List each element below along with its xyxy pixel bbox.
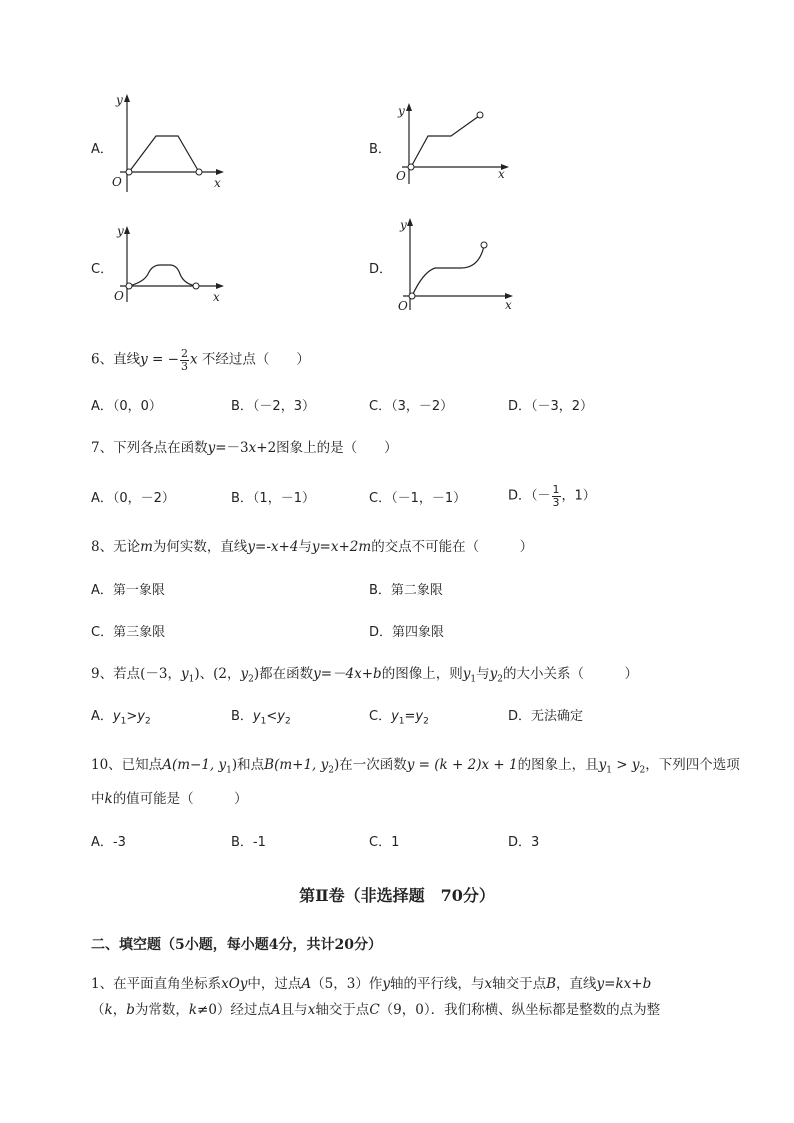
q9-optc-y1: y: [391, 709, 399, 724]
q9-y2: y: [240, 666, 249, 682]
q8-t1: 8、无论: [91, 539, 141, 555]
q10-pa: A: [162, 757, 172, 773]
q6-suffix: 不经过点（ ）: [197, 351, 310, 368]
q10-option-a: A．-3: [91, 835, 126, 850]
q10-ineq-s1: 1: [606, 765, 612, 776]
fill1-a2: A: [270, 1002, 281, 1018]
option-c-label: C．: [91, 262, 114, 277]
q8-option-b: B．第二象限: [369, 583, 443, 598]
fill1-k2: k: [188, 1002, 198, 1018]
graph-a-y-label: y: [116, 93, 123, 107]
q10-stem-line1: [91, 759, 740, 776]
q8-line2: y=x+2m: [311, 539, 372, 555]
fill1-b-point: B: [546, 976, 557, 992]
q10-coordb: (m+1, y: [274, 757, 329, 773]
q9-optb-s1: 1: [260, 716, 267, 727]
q6-option-d: D．（－3，2）: [508, 399, 594, 414]
q10-t4: 的图象上，且: [517, 757, 599, 773]
q9-y1b: y: [462, 666, 471, 682]
q7-x: x: [248, 440, 257, 456]
option-a-label: A．: [91, 142, 113, 157]
fill1-l2g: （9，0）．我们称横、纵坐标都是整数的点为整: [379, 1002, 661, 1018]
q9-option-d: D．无法确定: [508, 709, 584, 724]
q9-t1: 9、若点(－3，: [91, 666, 181, 682]
section2-title: 第Ⅱ卷（非选择题 70分）: [299, 886, 495, 905]
q7-optd-fraction: [552, 484, 561, 508]
fill1-l2c: 为常数，: [134, 1002, 189, 1018]
q9-optc-y2: y: [415, 709, 424, 724]
q6-option-a: A．（0，0）: [91, 399, 162, 414]
fill1-l1a: 1、在平面直角坐标系: [91, 976, 222, 992]
q6-prefix: 6、直线: [91, 351, 141, 368]
q7-optd-pre: D．（－: [508, 488, 551, 504]
graph-d-origin-label: O: [398, 299, 408, 313]
q9-opta-rel: >: [126, 709, 138, 724]
q8-m: m: [140, 539, 153, 555]
q9-func: y=－4x+b: [313, 666, 382, 682]
q7-optd-den: 3: [552, 495, 560, 509]
graph-a-origin-label: O: [112, 175, 122, 189]
q10-coorda-sub: 1: [226, 765, 232, 776]
graph-b: [395, 100, 515, 190]
q8-option-d: D．第四象限: [369, 625, 445, 640]
q9-y1b-sub: 1: [470, 674, 477, 685]
option-b-label: B．: [369, 142, 391, 157]
graph-c-x-label: x: [213, 290, 220, 304]
q9-optc-label: C．: [369, 709, 392, 724]
fill1-l1c: （5，3）作: [311, 976, 383, 992]
q9-t3: )都在函数: [253, 666, 314, 682]
fill1-l2e: 且与: [280, 1002, 308, 1018]
q7-mid: =－3: [215, 440, 249, 456]
fill1-xoy: xOy: [221, 976, 248, 992]
q9-opta-s1: 1: [120, 716, 127, 727]
graph-a-x-label: x: [214, 176, 221, 190]
q10-coordb-sub: 2: [328, 765, 334, 776]
q10-pb: B: [264, 757, 275, 773]
fill1-l2b: ，: [112, 1002, 127, 1018]
q10-k: k: [104, 791, 113, 807]
q6-y: y: [140, 351, 148, 368]
q6-frac-den: 3: [180, 359, 188, 373]
q9-y1-sub: 1: [188, 674, 195, 685]
q9-optc-s1: 1: [398, 716, 405, 727]
q6-option-c: C．（3，－2）: [369, 399, 454, 414]
q7-option-b: B．（1，－1）: [231, 491, 315, 506]
q10-t3: )在一次函数: [333, 757, 407, 773]
q7-optd-num: 1: [552, 483, 560, 496]
q10-func: y = (k + 2)x + 1: [406, 757, 518, 773]
q9-optc-s2: 2: [423, 716, 429, 727]
q6-frac-num: 2: [180, 347, 188, 360]
q10-ineq-s2: 2: [639, 765, 646, 776]
q10-t5: ，下列四个选项: [645, 757, 740, 773]
q9-optb-y2: y: [277, 709, 285, 724]
q9-opta-y1: y: [112, 709, 121, 724]
q6-option-b: B．（－2，3）: [231, 399, 315, 414]
graph-d-x-label: x: [505, 298, 512, 312]
fill1-l1f: ，直线: [556, 976, 597, 992]
q10-line2a: 中: [91, 791, 105, 807]
fill1-l2a: （: [91, 1002, 105, 1018]
q6-stem: [91, 348, 310, 372]
fill1-l1e: 轴交于点: [492, 976, 547, 992]
q9-y2-sub: 2: [248, 674, 254, 685]
q9-opta-y2: y: [137, 709, 145, 724]
q9-optb-label: B．: [231, 709, 253, 724]
fill1-l1d: 轴的平行线，与: [389, 976, 485, 992]
q9-y2b-sub: 2: [497, 674, 503, 685]
q9-opta-label: A．: [91, 709, 113, 724]
q8-option-c: C．第三象限: [91, 625, 166, 640]
fill1-l2f: 轴交于点: [315, 1002, 370, 1018]
q7-option-a: A．（0，－2）: [91, 491, 175, 506]
graph-c-y-label: y: [117, 224, 124, 238]
q8-line1: y=-x+4: [247, 539, 299, 555]
q9-option-b: [231, 710, 291, 727]
fill1-a: A: [301, 976, 312, 992]
graph-b-y-label: y: [398, 104, 405, 118]
section2-subtitle: 二、填空题（5小题，每小题4分，共计20分）: [91, 937, 382, 953]
graph-b-origin-label: O: [396, 169, 406, 183]
q10-option-b: B．-1: [231, 835, 266, 850]
q10-coorda: (m−1, y: [171, 757, 227, 773]
q6-eq: = −: [147, 351, 179, 368]
q10-ineq-gt: > y: [611, 757, 640, 773]
q7-suffix: +2图象上的是（ ）: [256, 440, 398, 456]
graph-c-origin-label: O: [114, 289, 124, 303]
q7-optd-post: ，1）: [561, 488, 596, 504]
q7-option-d: [508, 484, 596, 508]
q9-stem: [91, 668, 638, 685]
q7-prefix: 7、下列各点在函数: [91, 440, 208, 456]
q8-option-a: A．第一象限: [91, 583, 165, 598]
graph-d: [395, 214, 520, 314]
q6-x: x: [189, 351, 198, 368]
q9-option-c: [369, 710, 429, 727]
q8-t3: 与: [298, 539, 312, 555]
fill1-l2d: ≠0）经过点: [197, 1002, 271, 1018]
q10-option-d: D．3: [508, 835, 540, 850]
fill1-line2: [91, 1004, 660, 1018]
q9-t5: 与: [476, 666, 490, 682]
fill1-l1b: 中，过点: [247, 976, 302, 992]
fill1-line: y=kx+b: [596, 976, 652, 992]
q10-t2: )和点: [231, 757, 265, 773]
q8-stem: [91, 541, 533, 555]
q10-option-c: C．1: [369, 835, 400, 850]
fill1-k: k: [104, 1002, 113, 1018]
fill1-c: C: [369, 1002, 380, 1018]
option-d-label: D．: [369, 262, 393, 277]
q9-opta-s2: 2: [144, 716, 151, 727]
q7-option-c: C．（－1，－1）: [369, 491, 467, 506]
q8-t4: 的交点不可能在（ ）: [371, 539, 534, 555]
q10-t1: 10、已知点: [91, 757, 163, 773]
q10-ineq-y1: y: [598, 757, 607, 773]
q10-line2b: 的值可能是（ ）: [112, 791, 248, 807]
fill1-x2: x: [307, 1002, 316, 1018]
q9-optb-s2: 2: [284, 716, 291, 727]
fill1-line1: [91, 978, 651, 992]
q8-t2: 为何实数，直线: [152, 539, 248, 555]
q9-t4: 的图像上，则: [381, 666, 463, 682]
q9-option-a: [91, 710, 151, 727]
q9-optb-y1: y: [252, 709, 261, 724]
q9-y1: y: [180, 666, 189, 682]
q9-t6: 的大小关系（ ）: [502, 666, 638, 682]
q9-optc-rel: =: [404, 709, 416, 724]
graph-a: [110, 90, 230, 200]
q7-y: y: [207, 440, 216, 456]
graph-d-y-label: y: [400, 218, 407, 232]
fill1-b: b: [126, 1002, 135, 1018]
q9-t2: )、(2，: [194, 666, 241, 682]
q9-y2b: y: [489, 666, 498, 682]
graph-c: [110, 222, 230, 307]
fill1-x: x: [484, 976, 493, 992]
q6-fraction: [180, 348, 189, 372]
graph-b-x-label: x: [498, 167, 505, 181]
q9-optb-rel: <: [266, 709, 278, 724]
q10-stem-line2: [91, 793, 248, 807]
fill1-y: y: [382, 976, 390, 992]
q7-stem: [91, 442, 398, 456]
